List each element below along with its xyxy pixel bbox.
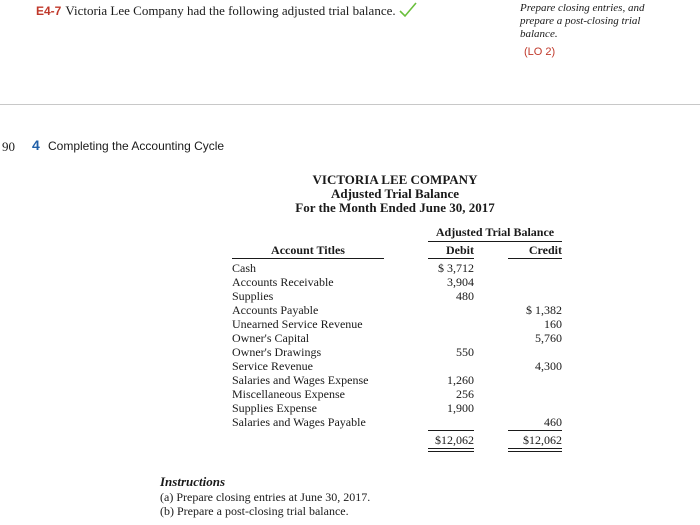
debit-amount: $ 3,712 xyxy=(438,261,474,275)
debit-double-rule-bottom xyxy=(428,451,474,452)
instruction-item-b: (b) Prepare a post-closing trial balance. xyxy=(160,504,349,518)
statement-period: For the Month Ended June 30, 2017 xyxy=(295,200,495,215)
debit-total-rule xyxy=(428,430,474,431)
credit-total-rule xyxy=(508,430,562,431)
account-title: Salaries and Wages Expense xyxy=(232,373,369,387)
debit-total: $12,062 xyxy=(435,433,474,447)
credit-amount: $ 1,382 xyxy=(526,303,562,317)
credit-header-rule xyxy=(508,258,562,259)
credit-total: $12,062 xyxy=(523,433,562,447)
group-header-rule xyxy=(428,241,562,242)
checkmark-icon xyxy=(398,2,418,22)
account-title: Owner's Drawings xyxy=(232,345,322,359)
account-title: Unearned Service Revenue xyxy=(232,317,363,331)
column-header-account: Account Titles xyxy=(271,243,345,257)
statement-title: Adjusted Trial Balance xyxy=(330,186,460,201)
account-title: Supplies xyxy=(232,289,274,303)
debit-double-rule-top xyxy=(428,448,474,449)
credit-amount: 4,300 xyxy=(535,359,562,373)
group-header: Adjusted Trial Balance xyxy=(435,225,555,239)
instruction-item-a: (a) Prepare closing entries at June 30, 2017. xyxy=(160,490,371,504)
account-title: Accounts Receivable xyxy=(232,275,334,289)
debit-header-rule xyxy=(428,258,474,259)
column-header-credit: Credit xyxy=(528,243,562,257)
account-title: Service Revenue xyxy=(232,359,313,373)
credit-amount: 160 xyxy=(544,317,562,331)
exercise-statement: Victoria Lee Company had the following adjusted trial balance. xyxy=(65,3,396,18)
account-title: Accounts Payable xyxy=(232,303,319,317)
column-header-debit: Debit xyxy=(446,243,474,257)
exercise-number: E4-7 xyxy=(36,4,62,18)
debit-amount: 480 xyxy=(456,289,474,303)
account-title: Salaries and Wages Payable xyxy=(232,415,366,429)
debit-amount: 3,904 xyxy=(447,275,474,289)
account-header-rule xyxy=(232,258,384,259)
page-number: 90 xyxy=(2,139,15,154)
debit-amount: 1,900 xyxy=(447,401,474,415)
credit-double-rule-top xyxy=(508,448,562,449)
credit-double-rule-bottom xyxy=(508,451,562,452)
account-title: Supplies Expense xyxy=(232,401,317,415)
chapter-title: Completing the Accounting Cycle xyxy=(48,139,225,153)
credit-amount: 460 xyxy=(544,415,562,429)
account-title: Cash xyxy=(232,261,256,275)
account-title: Owner's Capital xyxy=(232,331,310,345)
learning-objective: (LO 2) xyxy=(524,46,556,58)
debit-amount: 550 xyxy=(456,345,474,359)
chapter-number: 4 xyxy=(32,137,40,153)
instructions-heading: Instructions xyxy=(160,474,226,489)
debit-amount: 1,260 xyxy=(447,373,474,387)
exercise-side-note: Prepare closing entries, and prepare a post-closing trial balance. xyxy=(520,2,645,40)
section-divider xyxy=(0,104,700,105)
company-name: VICTORIA LEE COMPANY xyxy=(312,172,478,187)
credit-amount: 5,760 xyxy=(535,331,562,345)
debit-amount: 256 xyxy=(456,387,474,401)
account-title: Miscellaneous Expense xyxy=(232,387,345,401)
exercise-statement-line xyxy=(36,2,418,22)
